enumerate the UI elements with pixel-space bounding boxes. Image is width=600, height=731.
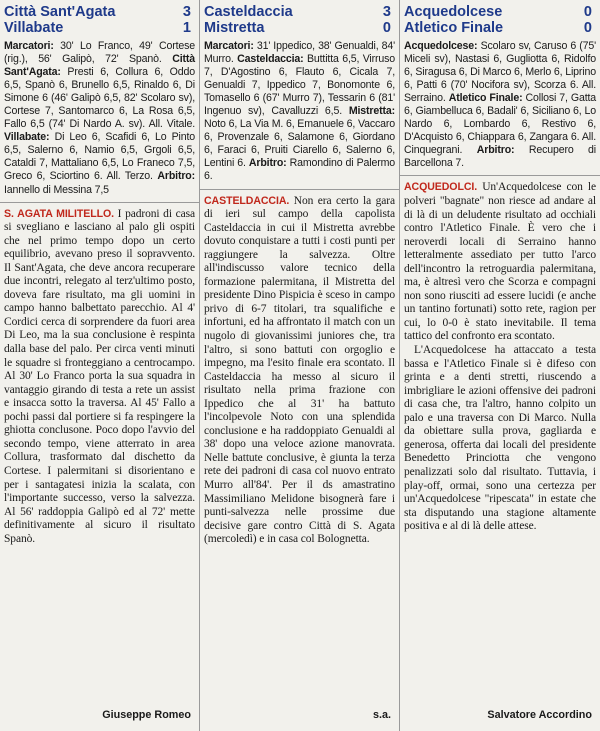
home-lineup-label: Acquedolcese: [404, 40, 478, 52]
referee: Iannello di Messina 7,5 [4, 183, 109, 196]
byline: s.a. [372, 709, 391, 721]
away-lineup-label: Atletico Finale: [448, 92, 523, 105]
away-team-name: Mistretta [204, 20, 265, 36]
article-kicker: CASTELDACCIA. [204, 194, 290, 207]
home-team-name: Casteldaccia [204, 4, 293, 20]
article-paragraph: Un'Acquedolcese con le polveri "bagnate" non riesce ad andare al di là di un deludente risultato ad occhiali contro l'Atletico Finale. È vero che i neroverdi locali di Serraino hanno letteralmente assediato per tutto l'arco dell'incontro la retroguardia palermitana, ma, è altresì vero che Scorza e compagni non sono riusciti ad essere lucidi (e anche un tantino fortunati) sotto rete, ragion per cui, lo 0-0 è stato inevitabile. Il tema tattico del confronto era scontato. [404, 181, 596, 343]
referee: Recupero di Barcellona 7. [404, 144, 596, 170]
scorers: 30' Lo Franco, 49' Cortese (rig.), 56' Galipò, 72' Spanò. [4, 40, 195, 66]
divider [200, 189, 399, 190]
away-lineup: Di Leo 6, Scafidi 6, Lo Pinto 6,5, Salerno 6, Namio 6,5, Grgoli 6,5, Cataldi 7, Mattaliano 6,5, Lo Franeco 7,5, Greco 6, Sciortino 6. All. Terzo. [4, 131, 195, 183]
scorers-label: Marcatori: [4, 40, 54, 52]
match-report-box [204, 40, 395, 184]
home-lineup: Presti 6, Collura 6, Oddo 6,5, Spanò 6, Brunello 6,5, Rinaldo 6, Di Simone 6 (46' Galipò 6,5, 82' Scolaro sv), Cortese 7, Santomarco 6, La Rosa 6,5, Fallo 6,5 (74' Di Nardo A. sv). All. Vitale. [4, 66, 195, 131]
home-score-line [204, 4, 395, 20]
scorers-label: Marcatori: [204, 40, 254, 52]
referee-label: Arbitro: [157, 170, 195, 183]
referee-label: Arbitro: [476, 144, 515, 157]
away-lineup: Noto 6, La Via M. 6, Emanuele 6, Vaccaro 6, Provenzale 6, Salamone 6, Giordano 6, Faraci 6, Pruiti Ciarello 6, Salerno 6, Lentini 6. [204, 118, 395, 170]
byline: Salvatore Accordino [487, 709, 592, 721]
away-score-line [404, 20, 596, 36]
match-column-1 [0, 0, 200, 731]
home-team-goals: 3 [182, 4, 191, 20]
article-kicker: S. AGATA MILITELLO. [4, 207, 114, 220]
home-team-name: Città Sant'Agata [4, 4, 116, 20]
referee-label: Arbitro: [248, 157, 287, 170]
divider [0, 202, 199, 203]
away-lineup: Collosi 7, Gatta 6, Giambelluca 6, Badali' 6, Siciliano 6, Lo Nardo 6, Lombardo 6, Restivo 6, D'Acquisto 6, Chiappara 6, Zangara 6. All. Cinquegrani. [404, 92, 597, 157]
home-lineup: Buttitta 6,5, Virruso 7, D'Agostino 6, Flauto 6, Cicala 7, Genualdi 7, Ippedico 7, Bonomonte 6, Tomasello 6 (67' Murro 7), Tessarin 6 (81' Ingenuo sv), Cavalluzzi 6,5. [204, 53, 396, 118]
article-paragraph: L'Acquedolcese ha attaccato a testa bassa e l'Atletico Finale si è difeso con grinta e a denti stretti, riuscendo a imbrigliare le azioni offensive dei padroni di casa che, tra l'altro, hanno colpito un palo e una traversa con Di Marco. Nulla da obiettare sulla prova, gagliarda e generosa, offerta dai locali del presidente Benedetto Princiotta che vengono penalizzati solo dal risultato. Tuttavia, i play-off, ormai, sono una certezza per un'Acquedolcese "ripescata" in estate che sta disputando una stagione altamente positiva e al di là delle attese. [404, 344, 596, 533]
match-report-box [404, 40, 596, 170]
article-kicker: ACQUEDOLCI. [404, 181, 478, 194]
away-lineup-label: Villabate: [4, 131, 50, 144]
home-team-goals: 0 [583, 4, 592, 20]
home-lineup-label: Casteldaccia: [237, 53, 304, 66]
away-team-goals: 0 [382, 20, 391, 36]
away-lineup-label: Mistretta: [348, 105, 396, 118]
article-body [4, 208, 195, 547]
away-score-line [204, 20, 395, 36]
away-team-name: Atletico Finale [404, 20, 504, 36]
home-score-line [404, 4, 596, 20]
away-team-goals: 0 [583, 20, 592, 36]
article-paragraph: Non era certo la gara di ieri sul campo della capolista Casteldaccia in cui il Mistretta avrebbe dovuto conquistare a tutti i costi punti per raggiungere la salvezza. Oltre all'indiscusso valore tecnico della formazione palermitana, il Mistretta del presidente Dino Pispicia è sceso in campo privo di 6-7 titolari, tra squalifiche e infortuni, ed ha affrontato il match con un nugolo di giovanissimi juniores che, tra l'altro, si sono battuti con orgoglio e impegno, ma l'esito finale era scontato. Il Casteldaccia ha messo al sicuro il risultato nella prima frazione con Ippedico che al 31' ha battuto l'incolpevole Noto con una splendida conclusione e ha raddoppiato Genualdi al 38' dopo una veloce azione manovrata. Nelle battute conclusive, è giunta la terza rete dei padroni di casa col nuovo entrato Murro all'84'. Per il ds amastratino Massimiliano Melidone bisognerà fare i punti-salvezza nelle prossime due decisive gare contro Città di S. Agata (mercoledì) e in casa col Bolognetta. [204, 194, 395, 546]
away-team-name: Villabate [4, 20, 64, 36]
article-paragraph: I padroni di casa si svegliano e lasciano al palo gli ospiti che nel primo tempo dopo un certo equilibrio, avevano preso il sopravvento. Il Sant'Agata, che deve ancora recuperare due incontri, relegato al terz'ultimo posto, doveva fare risultato, ma gli uomini in campo hanno balbettato parecchio. Al 4' Cordici cerca di sorprendere da fuori area Di Leo, ma la sua conclusione è respinta dalla base del palo. Per circa venti minuti le squadre si fronteggiano a centrocampo. Al 30' Lo Franco porta la sua squadra in vantaggio girando di testa a rete un assist e insacca sotto la traversa. Al 45' Fallo a pochi passi dal portiere si fa respingere la ghiotta conclusone. Poco dopo l'avvio del secondo tempo, viene atterrato in area Collura, trasformato dal dischetto da Cortese. I palermitani si disorientano e per i santagatesi inizia la scalata, con l'importante successo, verso la salvezza. Al 56' raddoppia Galipò ed al 72' mette definitivamente al sicuro il risultato Spanò. [4, 207, 195, 545]
referee: Ramondino di Palermo 6. [204, 157, 395, 183]
home-lineup-label: Città Sant'Agata: [4, 53, 195, 79]
divider [400, 175, 600, 176]
article-body [404, 181, 596, 533]
home-team-goals: 3 [382, 4, 391, 20]
article-body [204, 195, 395, 547]
match-report-box [4, 40, 195, 197]
home-lineup: Scolaro sv, Caruso 6 (75' Miceli sv), Nastasi 6, Gugliotta 6, Ridolfo 6, Siragusa 6, Di Marco 6, Merlo 6, Liprino 6, Patti 6 (70' Nocifora sv), Scorza 6. All. Serraino. [404, 40, 596, 105]
away-score-line [4, 20, 195, 36]
away-team-goals: 1 [182, 20, 191, 36]
scorers: 31' Ippedico, 38' Genualdi, 84' Murro. [204, 40, 396, 66]
match-column-2 [200, 0, 400, 731]
match-column-3 [400, 0, 600, 731]
byline: Giuseppe Romeo [102, 709, 191, 721]
home-score-line [4, 4, 195, 20]
home-team-name: Acquedolcese [404, 4, 503, 20]
